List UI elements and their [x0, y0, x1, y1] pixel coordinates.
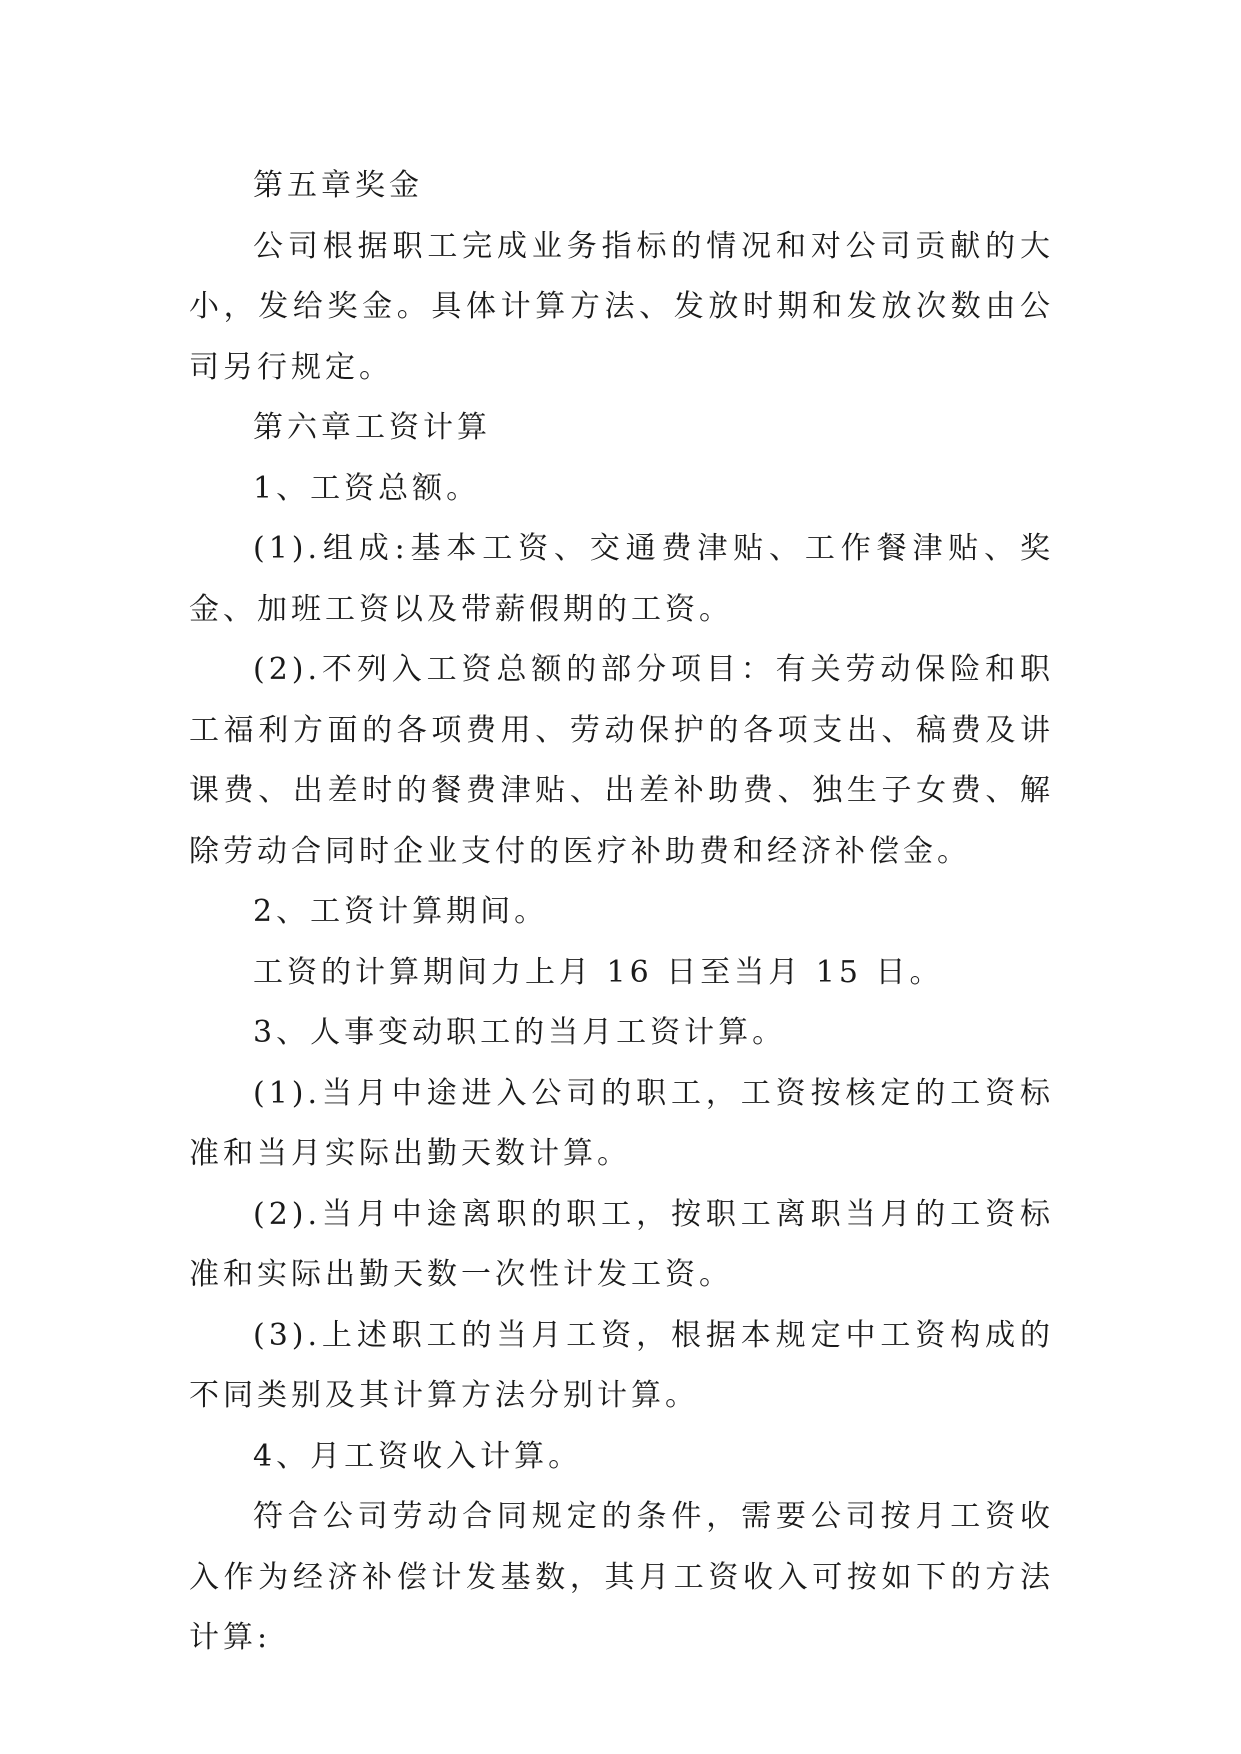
chapter-heading-bonus: 第五章奖金: [253, 168, 423, 203]
chapter-heading-salary-calculation: 第六章工资计算: [253, 410, 491, 445]
paragraph-mid-month-leavers: (2).当月中途离职的职工，按职工离职当月的工资标准和实际出勤天数一次性计发工资。: [189, 1196, 1054, 1292]
paragraph-salary-composition: (1).组成:基本工资、交通费津贴、工作餐津贴、奖金、加班工资以及带薪假期的工资。: [189, 531, 1054, 627]
section-heading-personnel-change: 3、人事变动职工的当月工资计算。: [253, 1015, 787, 1050]
paragraph-mid-month-joiners: (1).当月中途进入公司的职工，工资按核定的工资标准和当月实际出勤天数计算。: [189, 1075, 1054, 1171]
section-heading-calculation-period: 2、工资计算期间。: [253, 894, 549, 929]
paragraph-calculation-method: (3).上述职工的当月工资，根据本规定中工资构成的不同类别及其计算方法分别计算。: [189, 1317, 1054, 1413]
section-heading-monthly-income: 4、月工资收入计算。: [253, 1438, 583, 1474]
paragraph-calculation-period: 工资的计算期间力上月 16 日至当月 15 日。: [253, 954, 944, 990]
paragraph-monthly-income-basis: 符合公司劳动合同规定的条件，需要公司按月工资收入作为经济补偿计发基数，其月工资收入可按如下的方法计算:: [189, 1499, 1054, 1655]
paragraph-excluded-items: (2).不列入工资总额的部分项目：有关劳动保险和职工福利方面的各项费用、劳动保护的各项支出、稿费及讲课费、出差时的餐费津贴、出差补助费、独生子女费、解除劳动合同时企业支付的医疗补助费和经济补偿金。: [189, 652, 1054, 869]
section-heading-total-salary: 1、工资总额。: [253, 470, 481, 506]
document-body: [189, 156, 1054, 1669]
paragraph-bonus-rule: 公司根据职工完成业务指标的情况和对公司贡献的大小，发给奖金。具体计算方法、发放时期和发放次数由公司另行规定。: [189, 228, 1054, 385]
